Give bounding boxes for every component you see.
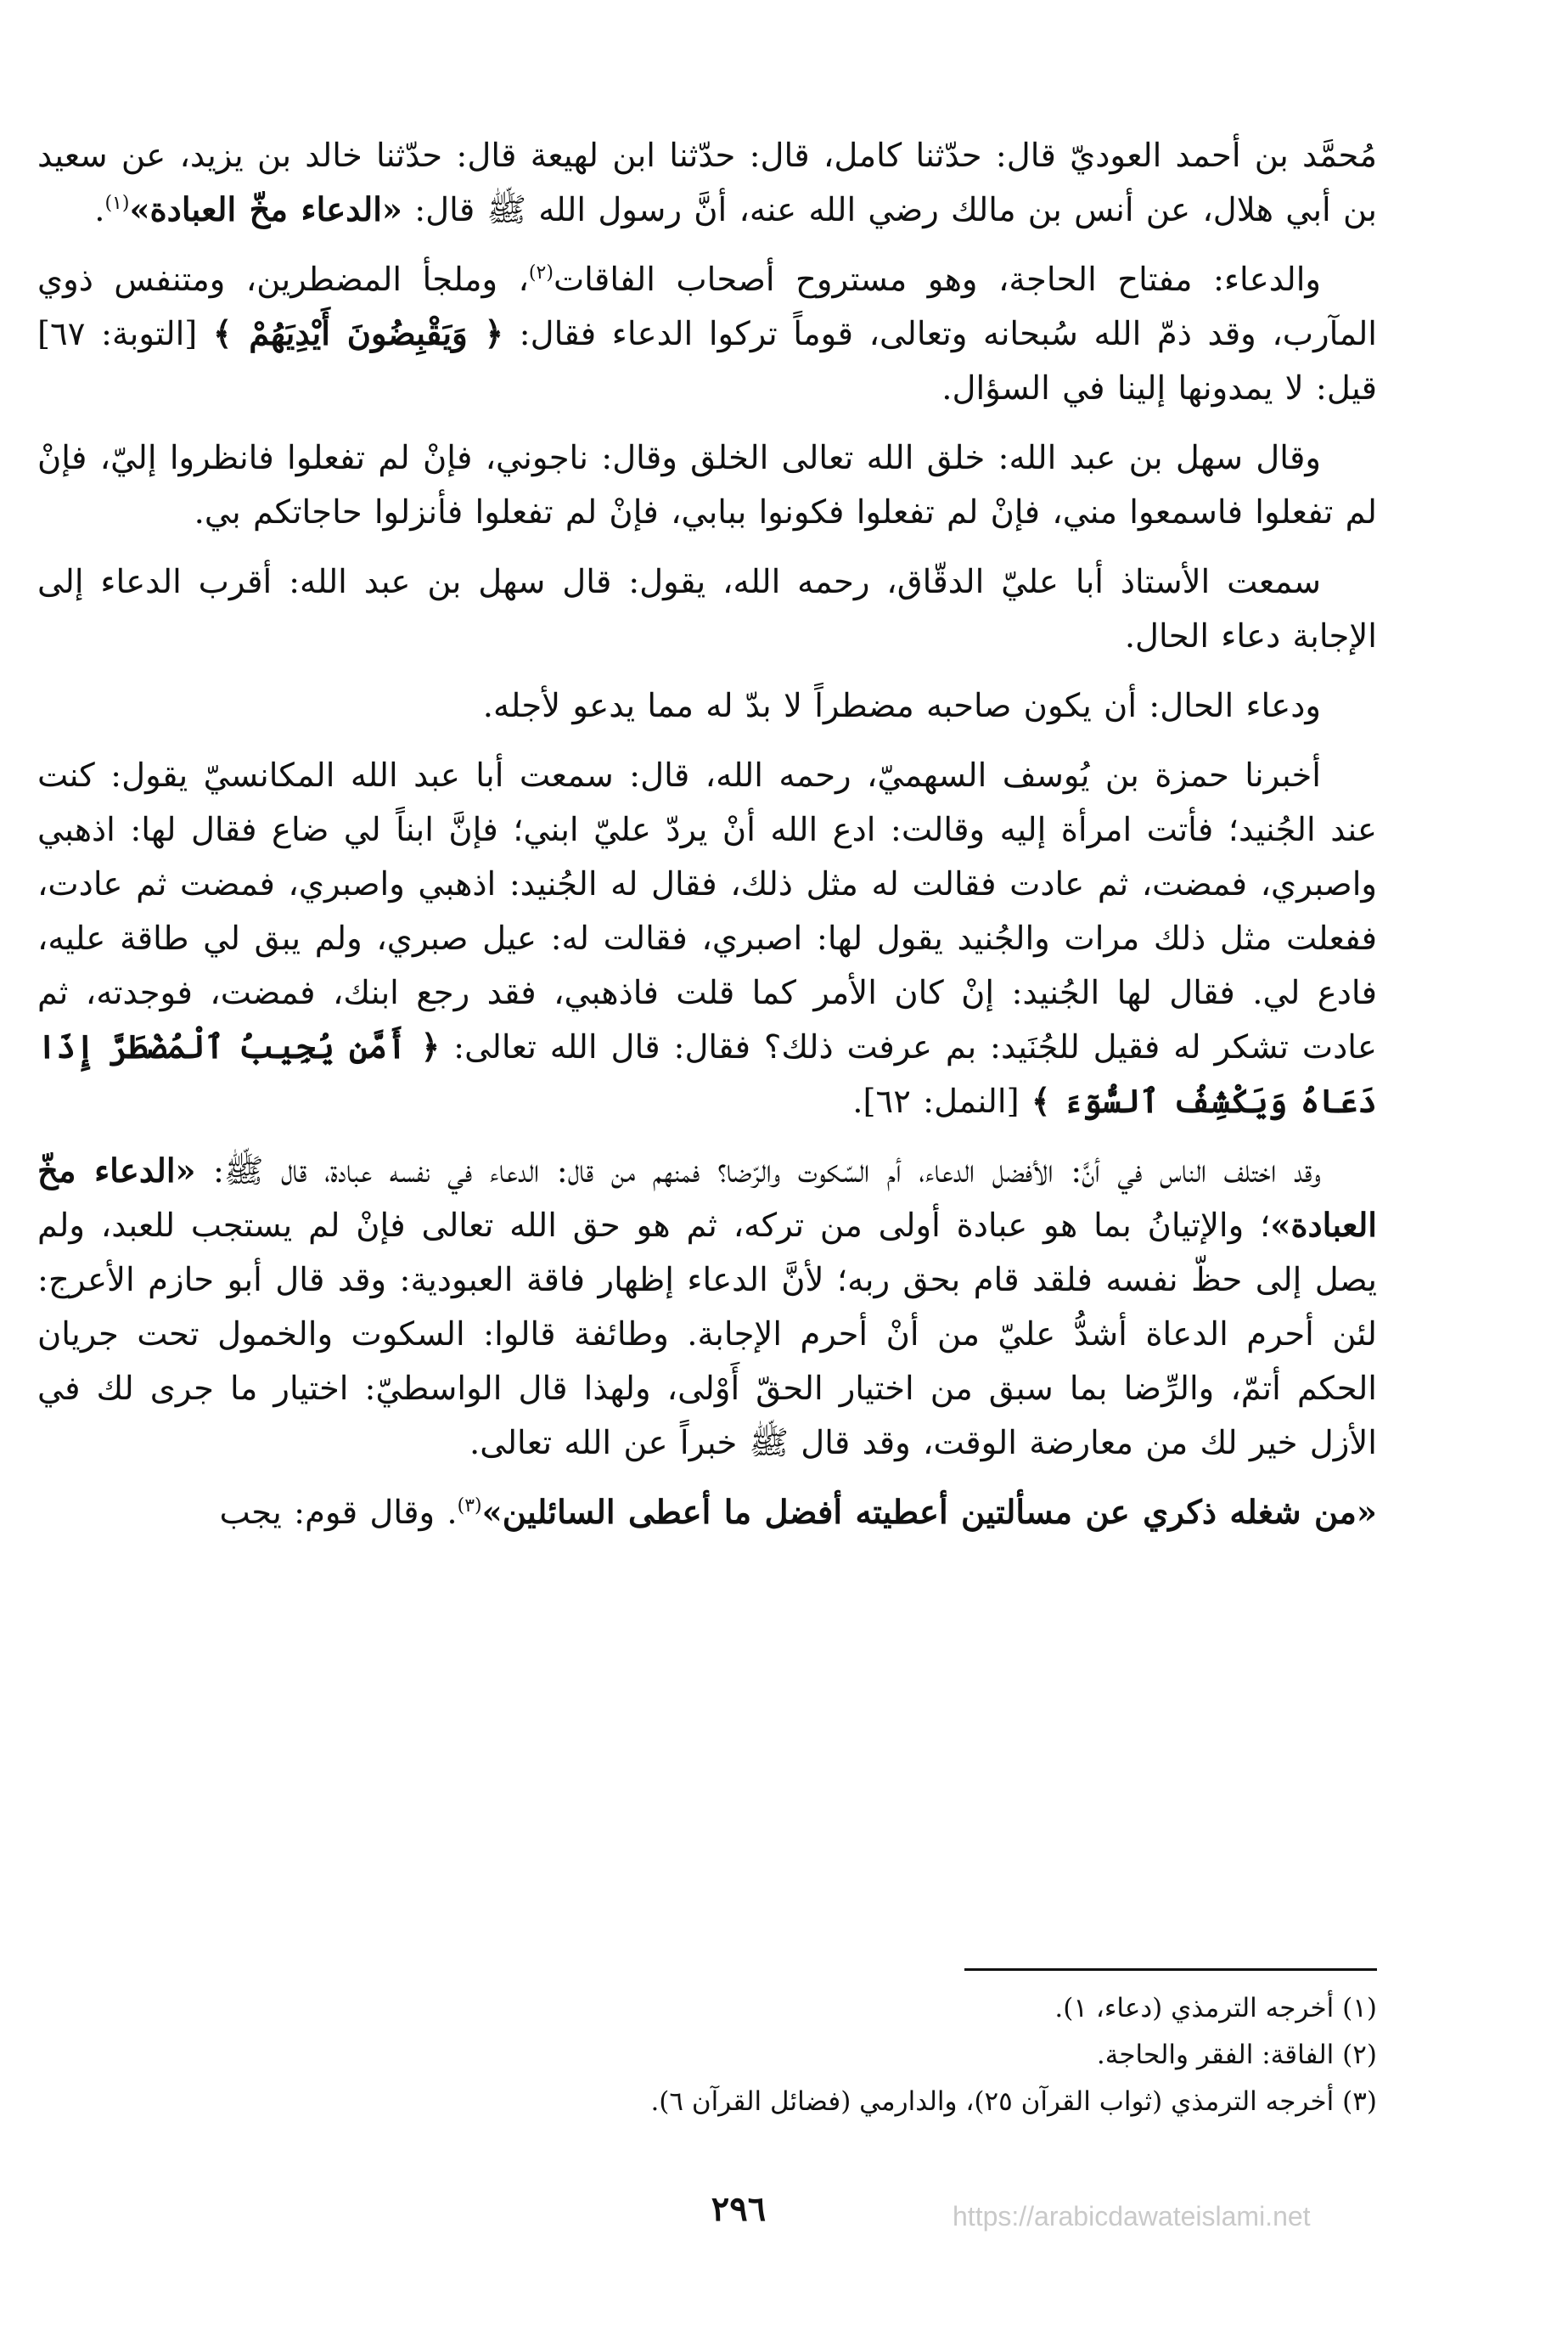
text-run: مُحمَّد بن أحمد العوديّ قال: حدّثنا كامل، قال: حدّثنا ابن لهيعة قال: حدّثنا خالد بن يزيد، عن سعيد بن أبي هلال، عن أنس بن مالك رضي الله عنه، أنَّ رسول الله ﷺ قال: bbox=[37, 137, 1377, 229]
text-run: ودعاء الحال: أن يكون صاحبه مضطراً لا بدّ له مما يدعو لأجله. bbox=[482, 687, 1321, 725]
paragraph-7 bbox=[37, 1145, 1377, 1471]
text-run: . bbox=[94, 191, 105, 229]
footnote-3: (٣) أخرجه الترمذي (ثواب القرآن ٢٥)، والدارمي (فضائل القرآن ٦). bbox=[650, 2086, 1377, 2117]
footnote-1: (١) أخرجه الترمذي (دعاء، ١). bbox=[1054, 1993, 1377, 2023]
paragraph-3 bbox=[37, 431, 1377, 540]
footnote-divider bbox=[964, 1968, 1377, 1971]
text-run: ، وملجأ المضطرين، ومتنفس ذوي المآرب، وقد ذمّ الله سُبحانه وتعالى، قوماً تركوا الدعاء فقال: bbox=[37, 261, 1377, 353]
text-run: والدعاء: مفتاح الحاجة، وهو مستروح أصحاب الفاقات bbox=[553, 261, 1321, 299]
paragraph-2 bbox=[37, 253, 1377, 416]
text-run: [النمل: ٦٢]. bbox=[852, 1083, 1031, 1121]
text-run: وقال سهل بن عبد الله: خلق الله تعالى الخلق وقال: ناجوني، فإنْ لم تفعلوا فانظروا إليّ، فإنْ لم تفعلوا فاسمعوا مني، فإنْ لم تفعلوا فكونوا ببابي، فإنْ لم تفعلوا فأنزلوا حاجاتكم بي. bbox=[37, 439, 1377, 532]
text-run: سمعت الأستاذ أبا عليّ الدقّاق، رحمه الله، يقول: قال سهل بن عبد الله: أقرب الدعاء إلى الإجابة دعاء الحال. bbox=[37, 563, 1377, 656]
paragraph-6 bbox=[37, 749, 1377, 1129]
page-number: ٢٩٦ bbox=[711, 2189, 767, 2229]
emphasized-quote: «الدعاء مخّ العبادة» bbox=[37, 1152, 1377, 1245]
emphasized-quote: «من شغله ذكري عن مسألتين أعطيته أفضل ما أعطى السائلين» bbox=[481, 1494, 1377, 1532]
paragraph-1 bbox=[37, 129, 1377, 238]
text-run: ؛ والإتيانُ بما هو عبادة أولى من تركه، ثم هو حق الله تعالى فإنْ لم يستجب للعبد، ولم يصل إلى حظّ نفسه فلقد قام بحق ربه؛ لأنَّ الدعاء إظهار فاقة العبودية: وقد قال أبو حازم الأعرج: لئن أحرم الدعاة أشدُّ عليّ من أنْ أحرم الإجابة. وطائفة قالوا: السكوت والخمول تحت جريان الحكم أتمّ، والرِّضا بما سبق من اختيار الحقّ أَوْلى، ولهذا قال الواسطيّ: اختيار ما جرى لك في الأزل خير لك من معارضة الوقت، وقد قال ﷺ خبراً عن الله تعالى. bbox=[37, 1207, 1377, 1462]
footnote-2: (٢) الفاقة: الفقر والحاجة. bbox=[1096, 2040, 1377, 2070]
footnote-reference: (٣) bbox=[457, 1495, 482, 1517]
footnotes bbox=[37, 1985, 1377, 2125]
text-run: . وقال قوم: يجب bbox=[219, 1494, 458, 1532]
text-run: أخبرنا حمزة بن يُوسف السهميّ، رحمه الله، قال: سمعت أبا عبد الله المكانسيّ يقول: كنت عند الجُنيد؛ فأتت امرأة إليه وقالت: ادع الله أنْ يردّ عليّ ابني؛ فإنَّ ابناً لي ضاع فقال لها: اذهبي واصبري، فمضت، ثم عادت فقالت له مثل ذلك، فقال له الجُنيد: اذهبي واصبري، فمضت ثم عادت، ففعلت مثل ذلك مرات والجُنيد يقول لها: اصبري، فقالت له: عيل صبري، ولم يبق لي طاقة عليه، فادع لي. فقال لها الجُنيد: إنْ كان الأمر كما قلت فاذهبي، فقد رجع ابنك، فمضت، فوجدته، ثم عادت تشكر له فقيل للجُنَيد: بم عرفت ذلك؟ فقال: قال الله تعالى: bbox=[37, 757, 1377, 1067]
emphasized-quote: ﴿ وَيَقْبِضُونَ أَيْدِيَهُمْ ﴾ bbox=[212, 315, 504, 353]
paragraph-8 bbox=[37, 1486, 1377, 1540]
text-run: [التوبة: ٦٧] قيل: لا يمدونها إلينا في السؤال. bbox=[37, 315, 1377, 408]
emphasized-quote: «الدعاء مخّ العبادة» bbox=[129, 191, 402, 229]
footnote-reference: (١) bbox=[104, 193, 130, 215]
footnote-reference: (٢) bbox=[528, 262, 554, 284]
paragraph-4 bbox=[37, 555, 1377, 664]
watermark-url: https://arabicdawateislami.net bbox=[953, 2201, 1311, 2232]
emphasized-quote: ﴿ أَمَّن يُجِيبُ ٱلْمُضْطَرَّ إِذَا دَعَاهُ وَيَكْشِفُ ٱلسُّوٓءَ ﴾ bbox=[37, 1028, 1377, 1121]
main-text bbox=[37, 129, 1377, 1556]
paragraph-5 bbox=[37, 679, 1377, 734]
text-run: وقد اختلف الناس في أنَّ: الأفضل الدعاء، أم السّكوت والرّضا؟ فمنهم من قال: الدعاء في نفسه عبادة، قال ﷺ: bbox=[195, 1152, 1321, 1190]
